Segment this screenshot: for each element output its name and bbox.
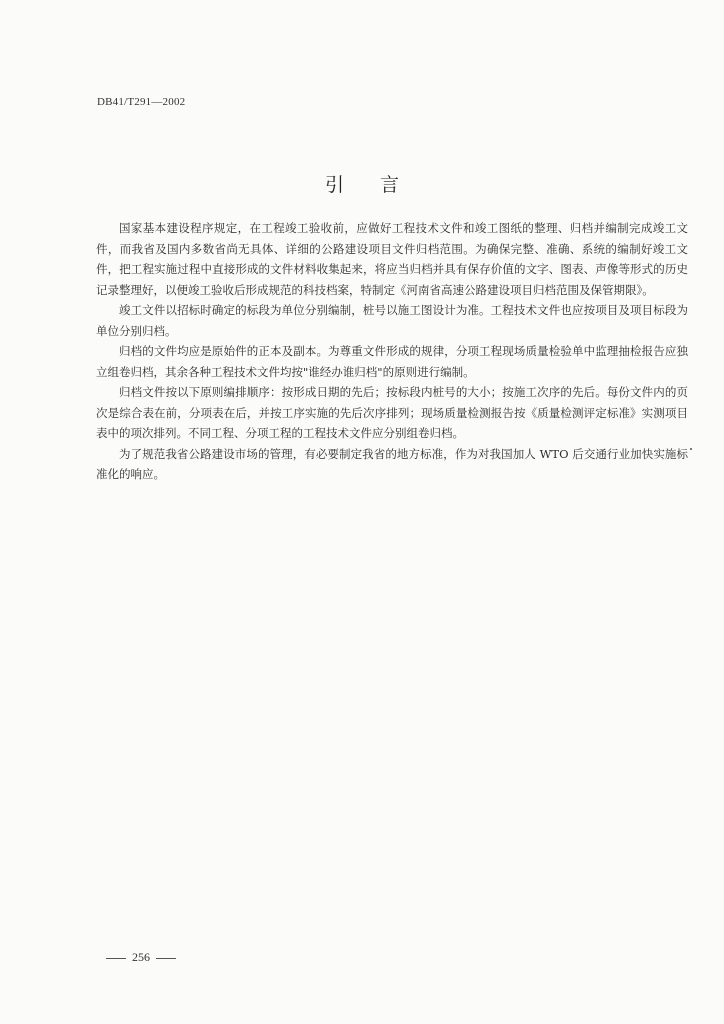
paragraph-4: 归档文件按以下原则编排顺序：按形成日期的先后；按标段内桩号的大小；按施工次序的先后。每份文件内的页次是综合表在前，分项表在后，并按工序实施的先后次序排列；现场质量检测报告按《质量检测评定标准》实测项目表中的项次排列。不同工程、分项工程的工程技术文件应分别组卷归档。 bbox=[96, 385, 688, 440]
paragraph-5: 为了规范我省公路建设市场的管理，有必要制定我省的地方标准，作为对我国加人 WTO 后交通行业加快实施标准化的响应。 bbox=[96, 446, 688, 481]
paragraph-1: 国家基本建设程序规定，在工程竣工验收前，应做好工程技术文件和竣工图纸的整理、归档并编制完成竣工文件，而我省及国内多数省尚无具体、详细的公路建设项目文件归档范围。为确保完整、准确、系统的编制好竣工文件，把工程实施过程中直接形成的文件材料收集起来，将应当归档并具有保存价值的文字、图表、声像等形式的历史记录整理好，以便竣工验收后形成规范的科技档案，特制定《河南省高速公路建设项目归档范围及保管期限》。 bbox=[96, 221, 688, 297]
page-title bbox=[0, 170, 724, 197]
title-char-1: 引 bbox=[324, 174, 344, 196]
footer-dash-right bbox=[156, 958, 176, 959]
page-footer bbox=[100, 950, 182, 965]
body-text bbox=[96, 218, 688, 485]
document-code: DB41/T291—2002 bbox=[97, 96, 186, 108]
title-char-2: 言 bbox=[380, 174, 400, 196]
paragraph-3: 归档的文件均应是原始件的正本及副本。为尊重文件形成的规律，分项工程现场质量检验单中监理抽检报告应独立组卷归档，其余各种工程技术文件均按"谁经办谁归档"的原则进行编制。 bbox=[96, 344, 688, 379]
scan-speck bbox=[690, 448, 692, 450]
page-number: 256 bbox=[132, 950, 150, 964]
footer-dash-left bbox=[106, 958, 126, 959]
paragraph-2: 竣工文件以招标时确定的标段为单位分别编制，桩号以施工图设计为准。工程技术文件也应按项目及项目标段为单位分别归档。 bbox=[96, 303, 688, 338]
